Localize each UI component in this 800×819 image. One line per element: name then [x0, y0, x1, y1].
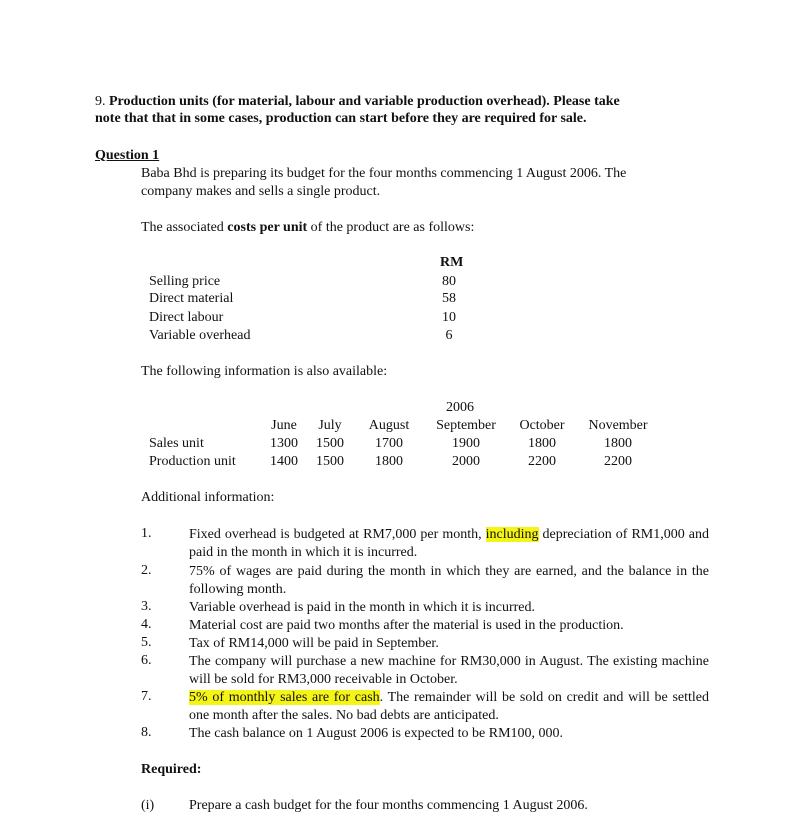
costs-intro-prefix: The associated: [141, 220, 228, 235]
item-number: 7.: [141, 689, 152, 704]
required-title: Required:: [141, 762, 202, 777]
production-cell: 2200: [604, 454, 632, 469]
item-text: [189, 526, 709, 562]
month-header: June: [271, 418, 297, 433]
item-text: The cash balance on 1 August 2006 is expected to be RM100, 000.: [189, 726, 564, 741]
cost-label: Selling price: [149, 274, 221, 289]
month-header: October: [519, 418, 565, 433]
item-text: [189, 689, 709, 725]
item-number: 5.: [141, 635, 152, 650]
cost-row: [149, 310, 469, 328]
info-intro: The following information is also available:: [141, 364, 388, 379]
month-header: August: [368, 418, 410, 433]
cost-value: 10: [442, 310, 456, 325]
production-cell: 2200: [528, 454, 556, 469]
production-cell: 2000: [452, 454, 480, 469]
heading-line-1: [95, 94, 620, 110]
item-text: Material cost are paid two months after the material is used in the production.: [189, 618, 624, 633]
cost-table-currency-header: RM: [440, 255, 464, 270]
item-text: Variable overhead is paid in the month in which it is incurred.: [189, 600, 536, 615]
item-text-part: depreciation of RM1,000 and paid in the month in which it is incurred.: [189, 527, 709, 560]
heading-line-2: note that that in some cases, production can start before they are required for sale.: [95, 111, 587, 126]
item-text-part: Fixed overhead is budgeted at RM7,000 per month,: [189, 527, 486, 542]
item-text-part: . The remainder will be sold on credit and will be settled one month after the sales. No bad debts are anticipated.: [189, 690, 709, 723]
sales-cell: 1800: [528, 436, 556, 451]
cost-row: [149, 274, 469, 292]
item-number: 3.: [141, 599, 152, 614]
item-text: Tax of RM14,000 will be paid in September.: [189, 636, 439, 651]
production-cell: 1400: [270, 454, 298, 469]
question-title: Question 1: [95, 148, 160, 163]
item-number: 1.: [141, 526, 152, 541]
required-item-text: Prepare a cash budget for the four months commencing 1 August 2006.: [189, 798, 588, 813]
sales-cell: 1900: [452, 436, 480, 451]
item-number: 4.: [141, 617, 152, 632]
sales-cell: 1500: [316, 436, 344, 451]
cost-value: 58: [442, 291, 456, 306]
cost-row: [149, 291, 469, 309]
question-intro-1: Baba Bhd is preparing its budget for the four months commencing 1 August 2006. The: [141, 166, 627, 181]
sales-cell: 1300: [270, 436, 298, 451]
cost-label: Direct material: [149, 291, 234, 306]
required-item-number: (i): [141, 798, 155, 813]
highlighted-text: 5% of monthly sales are for cash: [189, 690, 380, 705]
month-header: November: [588, 418, 648, 433]
sales-cell: 1700: [375, 436, 403, 451]
production-cell: 1800: [375, 454, 403, 469]
production-row-label: Production unit: [149, 454, 236, 469]
item-text: The company will purchase a new machine for RM30,000 in August. The existing machine will be sold for RM3,000 receivable in October.: [189, 654, 709, 687]
costs-intro-suffix: of the product are as follows:: [307, 220, 475, 235]
production-cell: 1500: [316, 454, 344, 469]
heading-text-1: Production units (for material, labour and variable production overhead). Please take: [109, 94, 620, 109]
costs-intro-bold: costs per unit: [227, 220, 308, 235]
sales-table-year: 2006: [446, 400, 474, 415]
item-text: 75% of wages are paid during the month in which they are earned, and the balance in the following month.: [189, 564, 709, 597]
cost-value: 80: [442, 274, 456, 289]
cost-label: Direct labour: [149, 310, 224, 325]
cost-row: [149, 328, 469, 346]
additional-title: Additional information:: [141, 490, 275, 505]
item-number: 8.: [141, 725, 152, 740]
item-number: 6.: [141, 653, 152, 668]
highlighted-text: including: [485, 527, 539, 542]
sales-row-label: Sales unit: [149, 436, 204, 451]
costs-intro: [141, 220, 474, 236]
cost-label: Variable overhead: [149, 328, 251, 343]
cost-value: 6: [445, 328, 453, 343]
month-header: September: [436, 418, 496, 433]
question-intro-2: company makes and sells a single product.: [141, 184, 381, 199]
month-header: July: [318, 418, 342, 433]
sales-cell: 1800: [604, 436, 632, 451]
heading-number: 9.: [95, 94, 109, 109]
item-number: 2.: [141, 563, 152, 578]
